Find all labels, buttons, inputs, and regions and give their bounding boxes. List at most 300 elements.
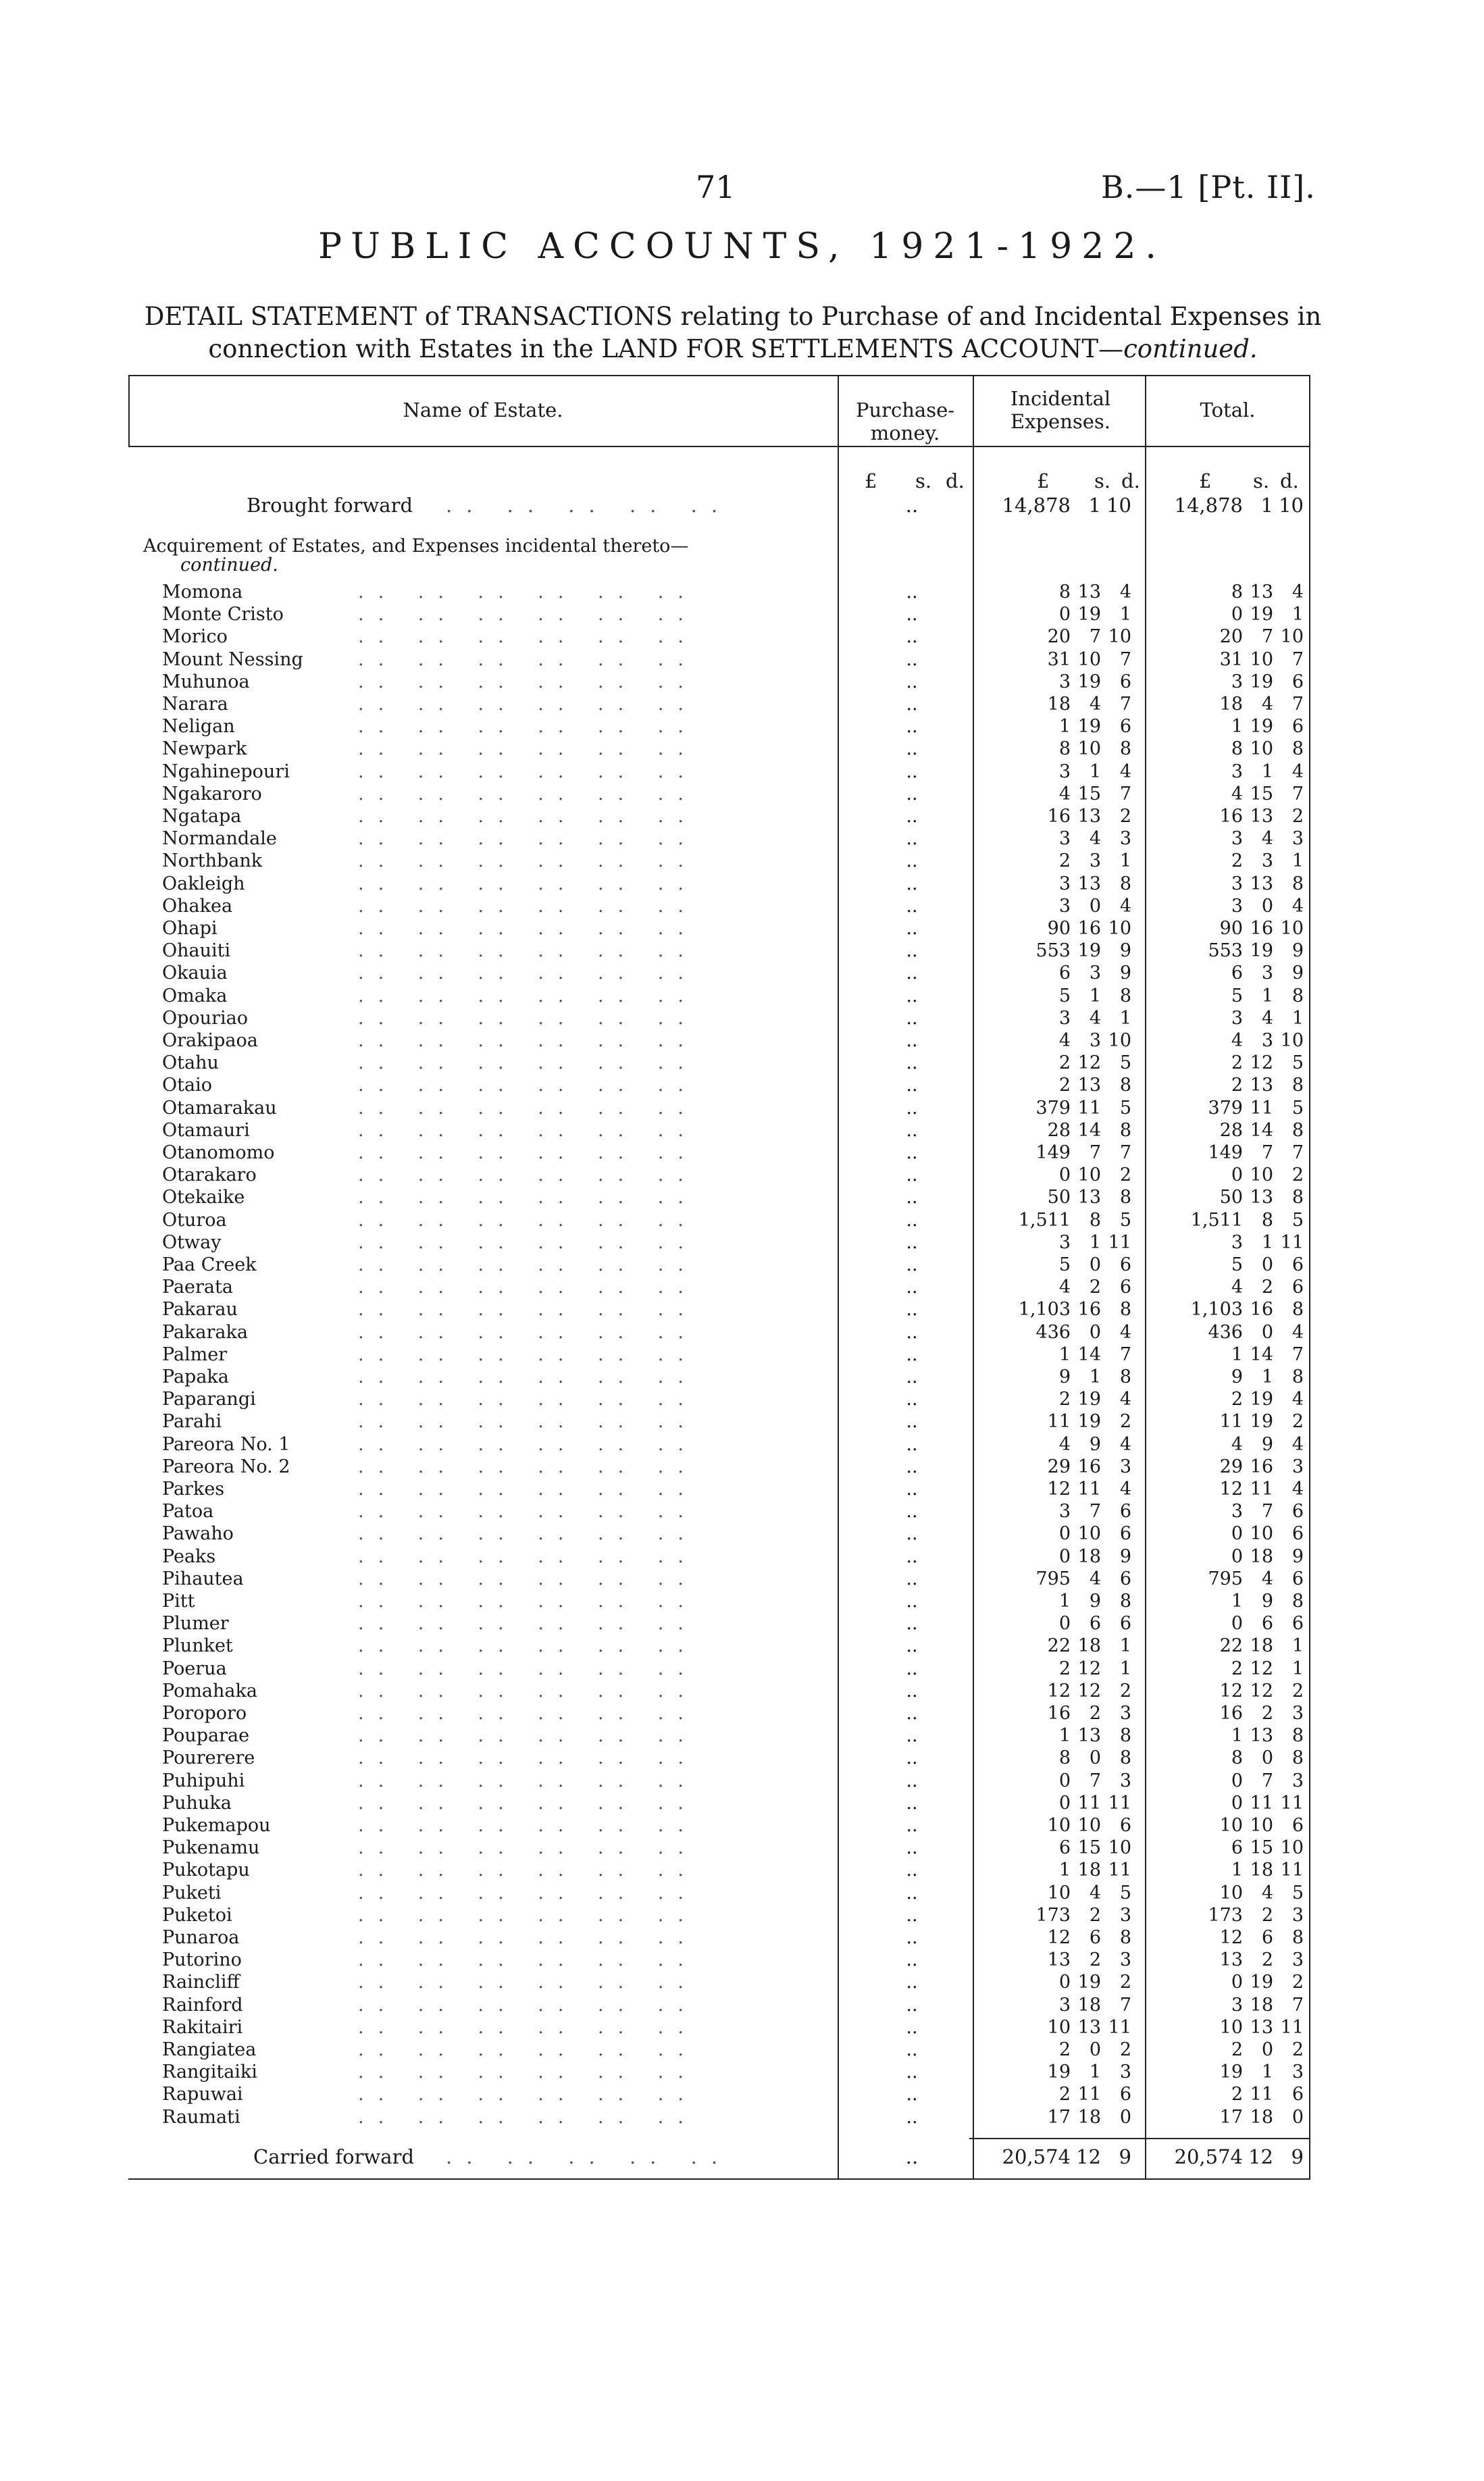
incidental-pounds: 22 — [1047, 1635, 1071, 1657]
total-pence: 1 — [1291, 604, 1304, 625]
dot-leaders: .. .. .. .. .. .. — [358, 1411, 698, 1433]
purchase-money-cell: .. — [906, 1254, 918, 1275]
incidental-pounds: 3 — [1058, 1007, 1071, 1029]
incidental-shillings: 18 — [1077, 1545, 1101, 1567]
incidental-shillings: 14 — [1077, 1119, 1101, 1141]
dot-leaders: .. .. .. .. .. .. — [358, 582, 698, 603]
total-pounds: 0 — [1231, 1545, 1243, 1567]
total-shillings: 1 — [1261, 1231, 1273, 1253]
estate-name: Ngahinepouri — [162, 761, 290, 782]
incidental-shillings: 10 — [1077, 1815, 1101, 1836]
brought-forward-total-pence: 10 — [1279, 494, 1304, 517]
incidental-shillings: 4 — [1089, 1882, 1101, 1903]
purchase-money-cell: .. — [906, 1613, 918, 1635]
incidental-shillings: 3 — [1089, 1030, 1101, 1051]
incidental-shillings: 9 — [1089, 1433, 1101, 1455]
estate-name: Pihautea — [162, 1568, 244, 1589]
purchase-money-cell: .. — [906, 1030, 918, 1051]
purchase-money-cell: .. — [906, 604, 918, 625]
total-pounds: 4 — [1231, 1433, 1243, 1455]
table-bottom-rule — [128, 2178, 1310, 2180]
table-row — [128, 581, 1310, 603]
total-pence: 3 — [1291, 828, 1304, 850]
incidental-shillings: 12 — [1077, 1680, 1101, 1702]
dot-leaders: .. .. .. .. .. .. — [358, 1231, 698, 1253]
estate-name: Rangitaiki — [162, 2062, 257, 2083]
total-shillings: 1 — [1261, 1366, 1273, 1387]
total-pounds: 3 — [1231, 873, 1243, 894]
table-row — [128, 850, 1310, 872]
incidental-shillings: 16 — [1077, 1456, 1101, 1477]
purchase-money-cell: .. — [906, 1389, 918, 1410]
total-shillings: 2 — [1261, 1703, 1273, 1724]
incidental-pence: 11 — [1108, 1792, 1131, 1814]
incidental-shillings: 2 — [1089, 1949, 1101, 1971]
incidental-pounds: 31 — [1047, 648, 1071, 670]
estate-name: Raincliff — [162, 1972, 240, 1993]
carried-forward-total-shillings: 12 — [1248, 2145, 1273, 2168]
estate-name: Otarakaro — [162, 1165, 257, 1186]
total-shillings: 18 — [1250, 1545, 1273, 1567]
incidental-pounds: 19 — [1047, 2062, 1071, 2083]
total-shillings: 1 — [1261, 761, 1273, 782]
incidental-pence: 0 — [1119, 2106, 1131, 2128]
incidental-shillings: 18 — [1077, 2106, 1101, 2128]
total-pounds: 2 — [1231, 1658, 1243, 1679]
purchase-money-cell: .. — [906, 828, 918, 850]
total-pence: 3 — [1291, 1703, 1304, 1724]
total-pence: 8 — [1291, 1747, 1304, 1769]
incidental-pounds: 1 — [1058, 716, 1071, 738]
total-pence: 6 — [1291, 1568, 1304, 1589]
purchase-money-cell: .. — [906, 1479, 918, 1500]
total-pounds: 553 — [1208, 940, 1243, 962]
total-shillings: 13 — [1250, 873, 1273, 894]
estate-name: Pareora No. 1 — [162, 1433, 290, 1455]
dot-leaders: .. .. .. .. .. .. — [358, 1680, 698, 1702]
units-incidental-pound: £ — [1037, 469, 1050, 492]
purchase-money-cell: .. — [906, 694, 918, 715]
dot-leaders: .. .. .. .. .. .. — [358, 1613, 698, 1635]
total-shillings: 2 — [1261, 1904, 1273, 1926]
total-pence: 4 — [1291, 582, 1304, 603]
incidental-shillings: 0 — [1089, 2039, 1101, 2060]
total-pence: 11 — [1280, 2016, 1304, 2038]
total-pence: 11 — [1280, 1860, 1304, 1881]
incidental-pounds: 1 — [1058, 1860, 1071, 1881]
incidental-pence: 11 — [1108, 1860, 1131, 1881]
estate-name: Plumer — [162, 1613, 229, 1635]
subtitle-line-2: connection with Estates in the LAND FOR SETTLEMENTS ACCOUNT— — [208, 334, 1124, 363]
table-row — [128, 2039, 1310, 2061]
incidental-pence: 3 — [1119, 828, 1131, 850]
dot-leaders: .. .. .. .. .. .. — [358, 2039, 698, 2060]
purchase-money-cell: .. — [906, 1209, 918, 1231]
total-pence: 8 — [1291, 1591, 1304, 1612]
incidental-pence: 6 — [1119, 1277, 1131, 1298]
total-pounds: 0 — [1231, 1523, 1243, 1545]
incidental-pounds: 6 — [1058, 1837, 1071, 1859]
purchase-money-cell: .. — [906, 963, 918, 984]
total-pence: 6 — [1291, 2084, 1304, 2105]
incidental-shillings: 7 — [1089, 1501, 1101, 1523]
estate-name: Otamarakau — [162, 1097, 277, 1119]
dot-leaders: .. .. .. .. .. .. — [358, 918, 698, 939]
table-row — [128, 1859, 1310, 1881]
estate-name: Putorino — [162, 1949, 242, 1971]
estate-name: Muhunoa — [162, 671, 250, 692]
total-pence: 11 — [1280, 1231, 1304, 1253]
table-row — [128, 1523, 1310, 1545]
estate-name: Momona — [162, 582, 243, 603]
dot-leaders: .. .. .. .. .. .. — [358, 1792, 698, 1814]
purchase-money-cell: .. — [906, 1277, 918, 1298]
incidental-shillings: 11 — [1077, 1792, 1101, 1814]
incidental-shillings: 2 — [1089, 1277, 1101, 1298]
incidental-pounds: 6 — [1058, 963, 1071, 984]
incidental-pounds: 3 — [1058, 1501, 1071, 1523]
incidental-pounds: 20 — [1047, 626, 1071, 648]
incidental-pence: 1 — [1119, 1007, 1131, 1029]
total-pence: 9 — [1291, 940, 1304, 962]
units-purchase-pound: £ — [865, 469, 877, 492]
total-pence: 8 — [1291, 1725, 1304, 1747]
dot-leaders: .. .. .. .. .. .. — [358, 1770, 698, 1791]
purchase-money-cell: .. — [906, 940, 918, 962]
total-shillings: 11 — [1250, 2084, 1273, 2105]
total-pounds: 3 — [1231, 761, 1243, 782]
incidental-pounds: 11 — [1047, 1411, 1071, 1433]
total-shillings: 18 — [1250, 1994, 1273, 2016]
total-shillings: 10 — [1250, 1815, 1273, 1836]
table-row — [128, 1702, 1310, 1724]
total-shillings: 6 — [1261, 1613, 1273, 1635]
incidental-shillings: 10 — [1077, 648, 1101, 670]
total-pence: 1 — [1291, 1658, 1304, 1679]
incidental-pence: 6 — [1119, 1568, 1131, 1589]
estate-name: Patoa — [162, 1501, 214, 1523]
total-pence: 6 — [1291, 671, 1304, 692]
incidental-pounds: 3 — [1058, 761, 1071, 782]
total-pence: 5 — [1291, 1882, 1304, 1903]
units-purchase-s: s. — [915, 469, 932, 492]
incidental-pence: 4 — [1119, 1479, 1131, 1500]
purchase-money-cell: .. — [906, 1747, 918, 1769]
total-shillings: 7 — [1261, 1142, 1273, 1163]
purchase-money-cell: .. — [906, 918, 918, 939]
total-shillings: 7 — [1261, 1770, 1273, 1791]
incidental-pence: 9 — [1119, 940, 1131, 962]
total-shillings: 13 — [1250, 1187, 1273, 1208]
incidental-pence: 3 — [1119, 1770, 1131, 1791]
total-pence: 5 — [1291, 1209, 1304, 1231]
estate-name: Normandale — [162, 828, 277, 850]
document-reference: B.—1 [Pt. II]. — [1101, 169, 1316, 205]
total-pounds: 28 — [1219, 1119, 1243, 1141]
estate-name: Ohakea — [162, 895, 233, 917]
total-shillings: 12 — [1250, 1658, 1273, 1679]
estate-name: Rapuwai — [162, 2084, 243, 2105]
total-pounds: 8 — [1231, 1747, 1243, 1769]
purchase-money-cell: .. — [906, 1972, 918, 1993]
incidental-pounds: 2 — [1058, 1075, 1071, 1096]
dot-leaders: .. .. .. .. .. .. — [358, 1703, 698, 1724]
total-pence: 4 — [1291, 1389, 1304, 1410]
incidental-pence: 7 — [1119, 1142, 1131, 1163]
purchase-money-cell: .. — [906, 873, 918, 894]
totals-rule — [969, 2138, 1310, 2139]
dot-leaders: .. .. .. .. .. .. — [358, 1052, 698, 1074]
dot-leaders: .. .. .. .. .. .. — [358, 648, 698, 670]
purchase-money-cell: .. — [906, 716, 918, 738]
purchase-money-cell: .. — [906, 1904, 918, 1926]
purchase-money-cell: .. — [906, 1366, 918, 1387]
incidental-pounds: 90 — [1047, 918, 1071, 939]
total-shillings: 19 — [1250, 716, 1273, 738]
total-pence: 2 — [1291, 2039, 1304, 2060]
incidental-shillings: 19 — [1077, 940, 1101, 962]
total-pounds: 18 — [1219, 694, 1243, 715]
total-pence: 5 — [1291, 1097, 1304, 1119]
section-heading-text: Acquirement of Estates, and Expenses incidental thereto— — [143, 536, 689, 557]
carried-forward-total-pounds: 20,574 — [1174, 2145, 1243, 2168]
incidental-shillings: 10 — [1077, 1523, 1101, 1545]
total-shillings: 3 — [1261, 850, 1273, 872]
incidental-pounds: 3 — [1058, 873, 1071, 894]
incidental-pence: 6 — [1119, 716, 1131, 738]
total-shillings: 10 — [1250, 738, 1273, 760]
estate-name: Orakipaoa — [162, 1030, 258, 1051]
incidental-shillings: 19 — [1077, 1972, 1101, 1993]
total-pence: 8 — [1291, 873, 1304, 894]
total-pounds: 31 — [1219, 648, 1243, 670]
total-pounds: 13 — [1219, 1949, 1243, 1971]
total-pounds: 10 — [1219, 1882, 1243, 1903]
total-pence: 8 — [1291, 1119, 1304, 1141]
dot-leaders: .. .. .. .. .. .. — [358, 1007, 698, 1029]
table-row — [128, 873, 1310, 895]
purchase-money-cell: .. — [906, 1344, 918, 1365]
dot-leaders: .. .. .. .. .. .. — [358, 671, 698, 692]
incidental-shillings: 7 — [1089, 1142, 1101, 1163]
units-total-d: d. — [1280, 469, 1299, 492]
incidental-pence: 4 — [1119, 895, 1131, 917]
purchase-money-cell: .. — [906, 2084, 918, 2105]
total-pence: 7 — [1291, 648, 1304, 670]
total-pence: 2 — [1291, 1165, 1304, 1186]
dot-leaders: .. .. .. .. .. .. — [358, 940, 698, 962]
incidental-pounds: 4 — [1058, 1277, 1071, 1298]
incidental-pence: 4 — [1119, 1433, 1131, 1455]
incidental-pence: 3 — [1119, 2062, 1131, 2083]
purchase-money-cell: .. — [906, 1658, 918, 1679]
incidental-shillings: 2 — [1089, 1703, 1101, 1724]
total-pence: 9 — [1291, 1545, 1304, 1567]
table-row — [128, 671, 1310, 693]
incidental-pence: 2 — [1119, 806, 1131, 827]
incidental-shillings: 2 — [1089, 1904, 1101, 1926]
total-shillings: 19 — [1250, 1411, 1273, 1433]
dot-leaders: .. .. .. .. .. .. — [358, 1254, 698, 1275]
dot-leaders: .. .. .. .. .. .. — [358, 1747, 698, 1769]
purchase-money-cell: .. — [906, 1119, 918, 1141]
estate-name: Pukotapu — [162, 1860, 250, 1881]
total-pence: 0 — [1291, 2106, 1304, 2128]
incidental-pence: 3 — [1119, 1703, 1131, 1724]
estate-name: Puketi — [162, 1882, 222, 1903]
brought-forward-purchase: .. — [905, 494, 919, 517]
total-shillings: 4 — [1261, 828, 1273, 850]
incidental-pounds: 50 — [1047, 1187, 1071, 1208]
total-shillings: 19 — [1250, 940, 1273, 962]
dot-leaders: .. .. .. .. .. .. — [358, 895, 698, 917]
incidental-pence: 8 — [1119, 1187, 1131, 1208]
estate-name: Otanomomo — [162, 1142, 275, 1163]
incidental-pounds: 1 — [1058, 1344, 1071, 1365]
dot-leaders: .. .. .. .. .. .. — [358, 1927, 698, 1948]
incidental-pounds: 0 — [1058, 1770, 1071, 1791]
purchase-money-cell: .. — [906, 1411, 918, 1433]
table-row — [128, 603, 1310, 625]
total-shillings: 13 — [1250, 1725, 1273, 1747]
table-row — [128, 1298, 1310, 1321]
total-pence: 3 — [1291, 2062, 1304, 2083]
total-shillings: 3 — [1261, 1030, 1273, 1051]
purchase-money-cell: .. — [906, 1545, 918, 1567]
incidental-pounds: 10 — [1047, 1815, 1071, 1836]
total-pounds: 3 — [1231, 671, 1243, 692]
incidental-pounds: 12 — [1047, 1680, 1071, 1702]
table-top-rule — [128, 375, 1310, 376]
purchase-money-cell: .. — [906, 1075, 918, 1096]
incidental-pounds: 12 — [1047, 1479, 1071, 1500]
table-row — [128, 1635, 1310, 1657]
total-pounds: 0 — [1231, 1972, 1243, 1993]
incidental-pounds: 1 — [1058, 1591, 1071, 1612]
brought-forward-inc-pence: 10 — [1106, 494, 1131, 517]
table-row — [128, 1276, 1310, 1298]
incidental-pounds: 4 — [1058, 1433, 1071, 1455]
purchase-money-cell: .. — [906, 2016, 918, 2038]
dot-leaders: .. .. .. .. .. .. — [358, 1860, 698, 1881]
incidental-pence: 11 — [1108, 1231, 1131, 1253]
total-pence: 6 — [1291, 1501, 1304, 1523]
incidental-pounds: 2 — [1058, 850, 1071, 872]
dot-leaders: .. .. .. .. .. .. — [358, 1479, 698, 1500]
total-pounds: 3 — [1231, 828, 1243, 850]
table-row — [128, 1478, 1310, 1500]
incidental-pence: 4 — [1119, 1389, 1131, 1410]
table-row — [128, 625, 1310, 648]
total-shillings: 13 — [1250, 1075, 1273, 1096]
estate-name: Omaka — [162, 985, 228, 1006]
table-row — [128, 1658, 1310, 1680]
incidental-pounds: 18 — [1047, 694, 1071, 715]
purchase-money-cell: .. — [906, 1770, 918, 1791]
total-pounds: 1 — [1231, 1860, 1243, 1881]
incidental-pence: 4 — [1119, 761, 1131, 782]
estate-name: Paerata — [162, 1277, 233, 1298]
dot-leaders: .. .. .. .. .. .. — [358, 1142, 698, 1163]
incidental-shillings: 3 — [1089, 850, 1101, 872]
purchase-money-cell: .. — [906, 1703, 918, 1724]
total-pounds: 16 — [1219, 1703, 1243, 1724]
incidental-shillings: 4 — [1089, 828, 1101, 850]
incidental-shillings: 1 — [1089, 2062, 1101, 2083]
incidental-pence: 2 — [1119, 1165, 1131, 1186]
total-shillings: 16 — [1250, 918, 1273, 939]
total-pounds: 1 — [1231, 1591, 1243, 1612]
table-row — [128, 1029, 1310, 1052]
estate-name: Rangiatea — [162, 2039, 257, 2060]
purchase-money-cell: .. — [906, 1815, 918, 1836]
purchase-money-cell: .. — [906, 895, 918, 917]
total-pence: 8 — [1291, 1366, 1304, 1387]
purchase-money-cell: .. — [906, 806, 918, 827]
incidental-pence: 3 — [1119, 1456, 1131, 1477]
incidental-shillings: 16 — [1077, 1299, 1101, 1321]
incidental-pounds: 3 — [1058, 895, 1071, 917]
estate-name: Otway — [162, 1231, 222, 1253]
incidental-shillings: 18 — [1077, 1994, 1101, 2016]
incidental-pounds: 3 — [1058, 1994, 1071, 2016]
table-row — [128, 1949, 1310, 1971]
purchase-money-cell: .. — [906, 1994, 918, 2016]
total-shillings: 10 — [1250, 648, 1273, 670]
estate-name: Puhipuhi — [162, 1770, 245, 1791]
total-shillings: 4 — [1261, 694, 1273, 715]
estate-name: Pourerere — [162, 1747, 255, 1769]
purchase-money-cell: .. — [906, 2106, 918, 2128]
total-shillings: 13 — [1250, 2016, 1273, 2038]
total-pounds: 22 — [1219, 1635, 1243, 1657]
dot-leaders: .. .. .. .. .. .. — [358, 604, 698, 625]
incidental-shillings: 13 — [1077, 1187, 1101, 1208]
total-pounds: 0 — [1231, 1613, 1243, 1635]
purchase-money-cell: .. — [906, 761, 918, 782]
incidental-pence: 10 — [1108, 1837, 1131, 1859]
dot-leaders: .. .. .. .. .. .. — [358, 1815, 698, 1836]
incidental-pence: 1 — [1119, 1658, 1131, 1679]
incidental-shillings: 9 — [1089, 1591, 1101, 1612]
total-pounds: 795 — [1208, 1568, 1243, 1589]
total-pounds: 0 — [1231, 604, 1243, 625]
total-shillings: 4 — [1261, 1007, 1273, 1029]
dot-leaders: .. .. .. .. .. .. — [358, 806, 698, 827]
dot-leaders: .. .. .. .. .. .. — [358, 1658, 698, 1679]
total-pence: 6 — [1291, 1277, 1304, 1298]
incidental-pounds: 3 — [1058, 671, 1071, 692]
incidental-shillings: 14 — [1077, 1344, 1101, 1365]
estate-name: Parkes — [162, 1479, 225, 1500]
total-pounds: 90 — [1219, 918, 1243, 939]
table-row — [128, 1344, 1310, 1366]
total-pounds: 10 — [1219, 2016, 1243, 2038]
estate-name: Punaroa — [162, 1927, 240, 1948]
table-row — [128, 962, 1310, 984]
incidental-pounds: 12 — [1047, 1927, 1071, 1948]
incidental-shillings: 7 — [1089, 626, 1101, 648]
incidental-pounds: 0 — [1058, 1165, 1071, 1186]
total-pence: 6 — [1291, 1254, 1304, 1275]
total-pounds: 12 — [1219, 1479, 1243, 1500]
table-row — [128, 827, 1310, 850]
estate-name: Palmer — [162, 1344, 228, 1365]
total-pounds: 17 — [1219, 2106, 1243, 2128]
table-row — [128, 1882, 1310, 1904]
table-row — [128, 1568, 1310, 1590]
incidental-pounds: 3 — [1058, 1231, 1071, 1253]
